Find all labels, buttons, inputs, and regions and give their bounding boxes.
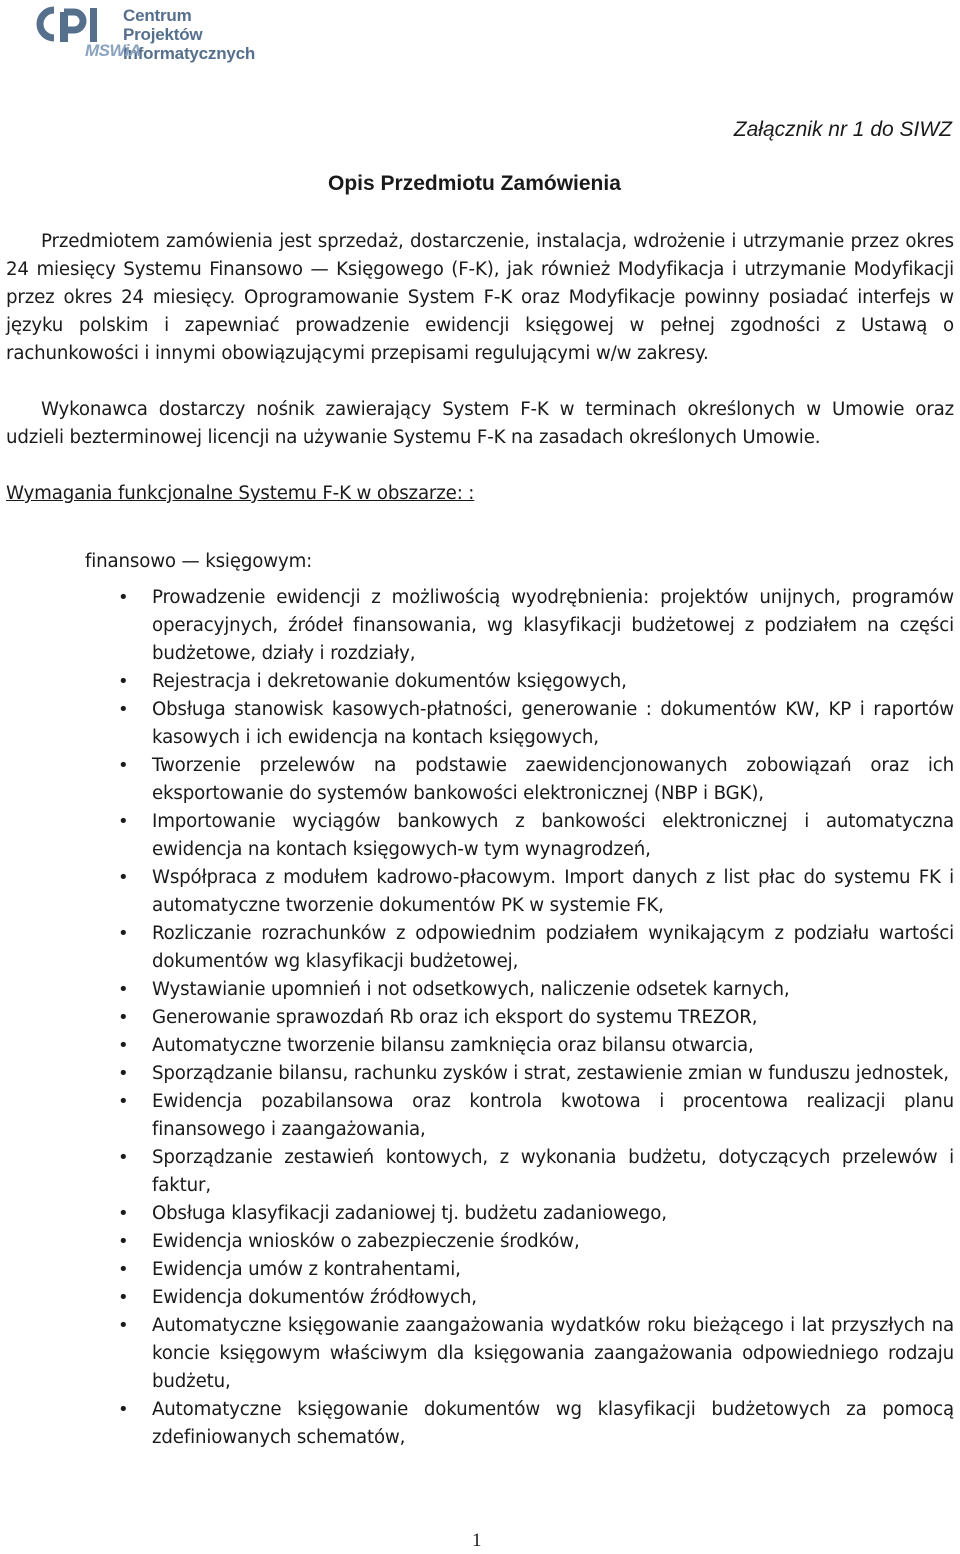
list-item <box>6 1256 954 1284</box>
document-body <box>6 228 954 1452</box>
list-item-text: Prowadzenie ewidencji z możliwością wyodrębnienia: projektów unijnych, programów operacyjnych, źródeł finansowania, wg klasyfikacji budżetowej z podziałem na części budżetowe, działy i rozdziały, <box>152 587 954 664</box>
attachment-label: Załącznik nr 1 do SIWZ <box>733 118 952 141</box>
list-item-text: Tworzenie przelewów na podstawie zaewidencjonowanych zobowiązań oraz ich eksportowanie do systemów bankowości elektronicznej (NBP i BGK), <box>152 755 954 804</box>
list-item-text: Importowanie wyciągów bankowych z bankowości elektronicznej i automatyczna ewidencja na kontach księgowych-w tym wynagrodzeń, <box>152 811 954 860</box>
bullet-icon: • <box>118 979 129 1000</box>
list-item <box>6 1312 954 1396</box>
bullet-icon: • <box>118 1259 129 1280</box>
bullet-icon: • <box>118 1007 129 1028</box>
list-item <box>6 1032 954 1060</box>
list-item <box>6 1088 954 1144</box>
list-item-text: Sporządzanie bilansu, rachunku zysków i strat, zestawienie zmian w funduszu jednostek, <box>152 1063 949 1084</box>
list-item-text: Automatyczne księgowanie zaangażowania wydatków roku bieżącego i lat przyszłych na koncie księgowym właściwym dla księgowania zaangażowania odpowiedniego rodzaju budżetu, <box>152 1315 954 1392</box>
list-item-text: Automatyczne tworzenie bilansu zamknięcia oraz bilansu otwarcia, <box>152 1035 754 1056</box>
list-item-text: Wystawianie upomnień i not odsetkowych, naliczenie odsetek karnych, <box>152 979 790 1000</box>
page-number: 1 <box>472 1530 482 1551</box>
bullet-icon: • <box>118 1203 129 1224</box>
bullet-icon: • <box>118 1035 129 1056</box>
list-item <box>6 1004 954 1032</box>
list-item-text: Automatyczne księgowanie dokumentów wg klasyfikacji budżetowych za pomocą zdefiniowanych schematów, <box>152 1399 954 1448</box>
bullet-icon: • <box>118 1315 129 1336</box>
bullet-icon: • <box>118 1063 129 1084</box>
list-item <box>6 1284 954 1312</box>
bullet-icon: • <box>118 867 129 888</box>
cpi-logo <box>36 4 256 63</box>
bullet-icon: • <box>118 587 129 608</box>
logo-title <box>123 6 255 63</box>
bullet-icon: • <box>118 671 129 692</box>
list-item <box>6 808 954 864</box>
list-item-text: Sporządzanie zestawień kontowych, z wykonania budżetu, dotyczących przelewów i faktur, <box>152 1147 954 1196</box>
list-item-text: Ewidencja wniosków o zabezpieczenie środków, <box>152 1231 580 1252</box>
list-item <box>6 668 954 696</box>
list-item-text: Współpraca z modułem kadrowo-płacowym. Import danych z list płac do systemu FK i automatyczne tworzenie dokumentów PK w systemie FK, <box>152 867 954 916</box>
bullet-icon: • <box>118 1091 129 1112</box>
bullet-icon: • <box>118 1231 129 1252</box>
list-item-text: Obsługa klasyfikacji zadaniowej tj. budżetu zadaniowego, <box>152 1203 667 1224</box>
list-item <box>6 1144 954 1200</box>
logo-subtitle: MSWiA <box>85 41 141 60</box>
requirements-heading: Wymagania funkcjonalne Systemu F-K w obszarze: : <box>6 483 475 504</box>
list-item-text: Generowanie sprawozdań Rb oraz ich eksport do systemu TREZOR, <box>152 1007 758 1028</box>
logo-line-1: Centrum Projektów <box>123 6 203 44</box>
list-item <box>6 696 954 752</box>
list-item-text: Ewidencja dokumentów źródłowych, <box>152 1287 477 1308</box>
list-item <box>6 1228 954 1256</box>
contractor-paragraph: Wykonawca dostarczy nośnik zawierający System F-K w terminach określonych w Umowie oraz udzieli bezterminowej licencji na używanie Systemu F-K na zasadach określonych Umowie. <box>6 399 954 448</box>
list-item <box>6 1200 954 1228</box>
list-item <box>6 920 954 976</box>
bullet-icon: • <box>118 1399 129 1420</box>
list-item <box>6 976 954 1004</box>
list-item <box>6 1060 954 1088</box>
logo-line-2: Informatycznych <box>123 44 256 63</box>
list-item <box>6 864 954 920</box>
list-item-text: Rejestracja i dekretowanie dokumentów księgowych, <box>152 671 627 692</box>
list-item <box>6 584 954 668</box>
list-item-text: Rozliczanie rozrachunków z odpowiednim podziałem wynikającym z podziału wartości dokumentów wg klasyfikacji budżetowej, <box>152 923 954 972</box>
bullet-icon: • <box>118 755 129 776</box>
list-item <box>6 1396 954 1452</box>
list-item-text: Obsługa stanowisk kasowych-płatności, generowanie : dokumentów KW, KP i raportów kasowych i ich ewidencja na kontach księgowych, <box>152 699 954 748</box>
list-item-text: Ewidencja umów z kontrahentami, <box>152 1259 461 1280</box>
cpi-logo-mark <box>36 4 122 44</box>
bullet-icon: • <box>118 923 129 944</box>
intro-paragraph: Przedmiotem zamówienia jest sprzedaż, dostarczenie, instalacja, wdrożenie i utrzymanie przez okres 24 miesięcy Systemu Finansowo — Księgowego (F-K), jak również Modyfikacja i utrzymanie Modyfikacji przez okres 24 miesięcy. Oprogramowanie System F-K oraz Modyfikacje powinny posiadać interfejs w języku polskim i zapewniać prowadzenie ewidencji księgowej w pełnej zgodności z Ustawą o rachunkowości i innymi obowiązującymi przepisami regulującymi w/w zakresy. <box>6 231 954 364</box>
bullet-icon: • <box>118 811 129 832</box>
requirements-list <box>6 584 954 1452</box>
svg-text:CPI: CPI <box>98 4 100 5</box>
document-title: Opis Przedmiotu Zamówienia <box>328 172 621 195</box>
list-item <box>6 752 954 808</box>
list-item-text: Ewidencja pozabilansowa oraz kontrola kwotowa i procentowa realizacji planu finansowego i zaangażowania, <box>152 1091 954 1140</box>
bullet-icon: • <box>118 1147 129 1168</box>
section-label: finansowo — księgowym: <box>85 551 313 572</box>
bullet-icon: • <box>118 699 129 720</box>
bullet-icon: • <box>118 1287 129 1308</box>
